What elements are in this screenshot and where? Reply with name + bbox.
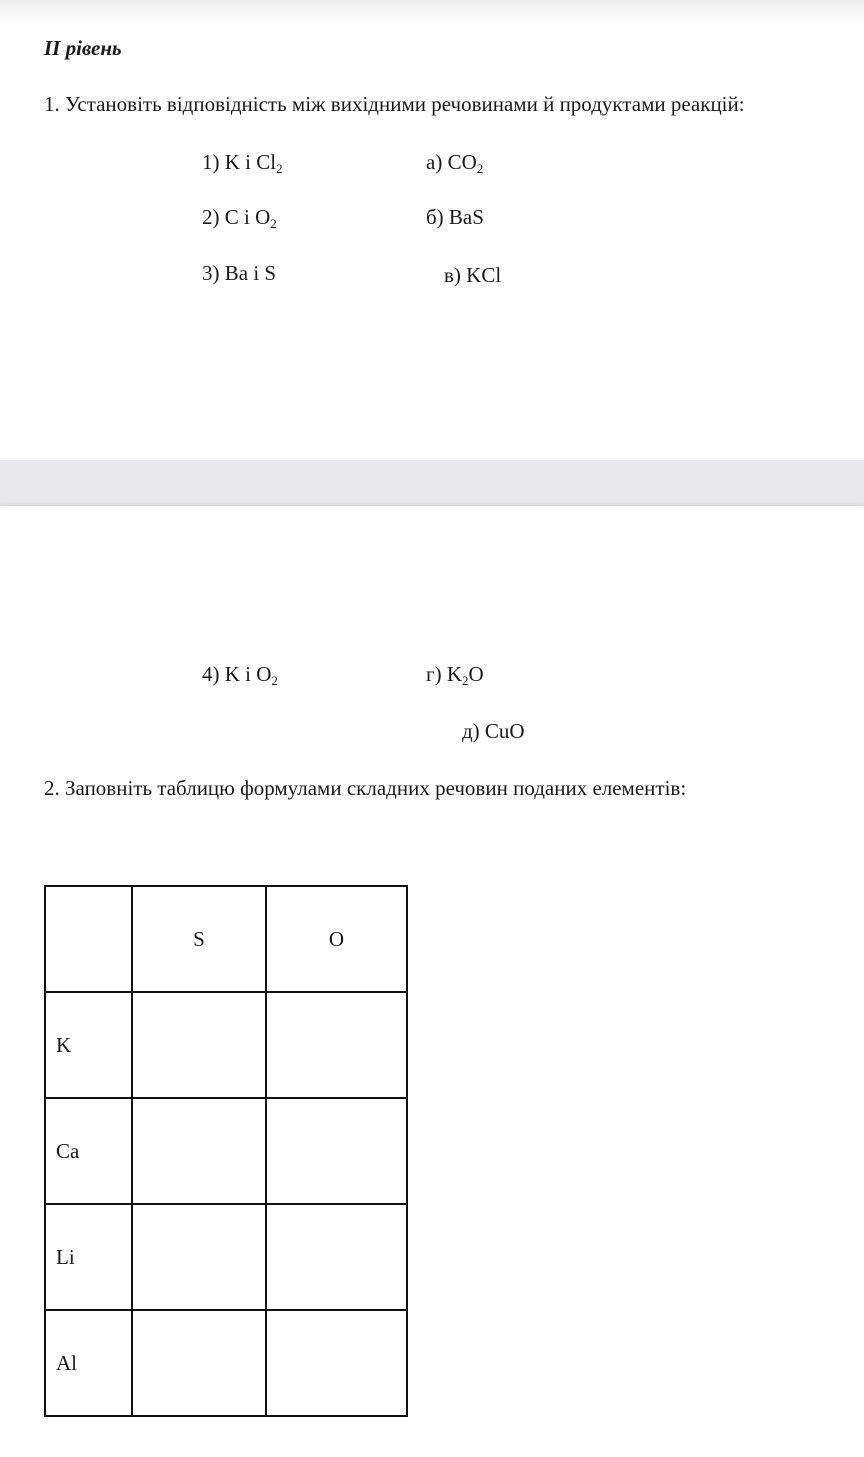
row-header-li: Li [45,1204,132,1310]
table-row [45,992,407,1098]
reactant-3: 3) Ba і S [202,261,277,285]
row-header-ca: Ca [45,1098,132,1204]
column-header-o: O [266,886,407,992]
table-row [45,1310,407,1416]
table-corner-cell [45,886,132,992]
page-gap [0,460,864,506]
answer-cell[interactable] [132,1204,266,1310]
answer-cell[interactable] [266,1204,407,1310]
product-a: а) $CO_2$ [426,150,484,176]
row-header-k: K [45,992,132,1098]
table-row [45,1204,407,1310]
page-1 [0,22,864,460]
product-v: в) KCl [444,263,502,287]
reactant-1: 1) K і $Cl_2$ [202,150,283,176]
answer-cell[interactable] [132,992,266,1098]
formula-table [44,885,408,1417]
answer-cell[interactable] [266,1310,407,1416]
answer-cell[interactable] [266,992,407,1098]
column-header-s: S [132,886,266,992]
product-g: г) $K_2O$ [426,662,484,688]
reactant-4: 4) K і $O_2$ [202,662,278,688]
answer-cell[interactable] [266,1098,407,1204]
product-d: д) CuO [462,719,525,743]
answer-cell[interactable] [132,1310,266,1416]
answer-cell[interactable] [132,1098,266,1204]
row-header-al: Al [45,1310,132,1416]
table-row [45,1098,407,1204]
task-1-prompt: 1. Установіть відповідність між вихідними речовинами й продуктами реакцій: [44,92,745,116]
level-title: II рівень [44,36,122,60]
task-2-prompt: 2. Заповніть таблицю формулами складних речовин поданих елементів: [44,776,687,800]
product-b: б) BaS [426,205,484,229]
reactant-2: 2) C і $O_2$ [202,205,277,231]
table-header-row [45,886,407,992]
